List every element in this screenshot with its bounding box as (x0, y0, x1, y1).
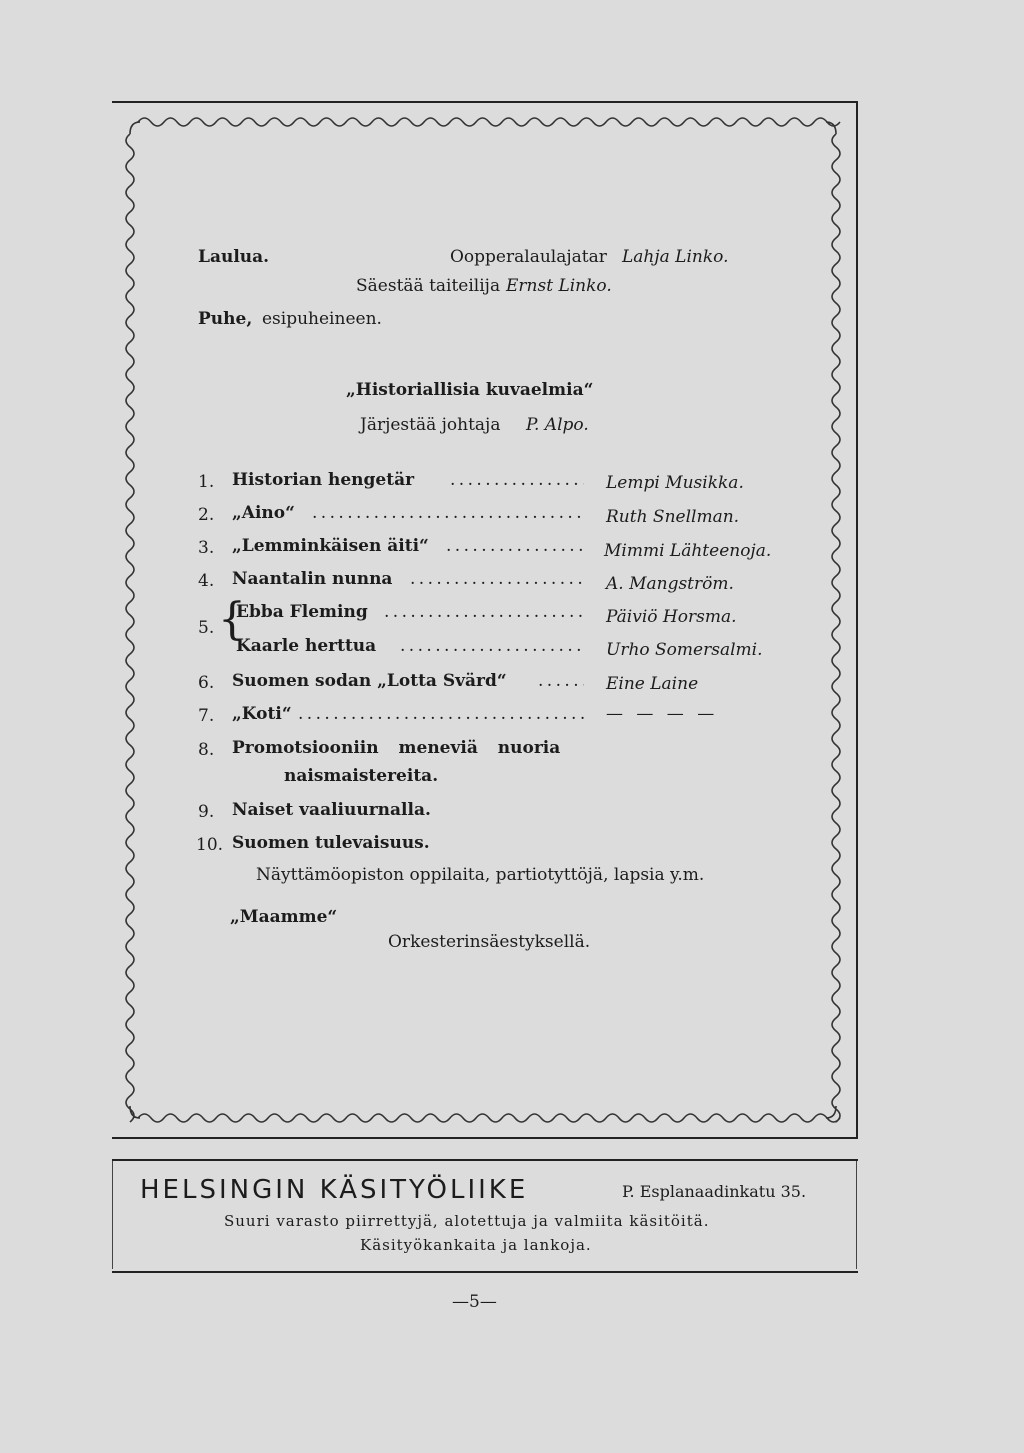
list-item-number: 10. (196, 835, 224, 855)
accompaniment-prefix: Säestää taiteilija (356, 276, 501, 296)
list-item-performer: Urho Somersalmi. (606, 640, 763, 660)
advert-left-line (112, 1161, 113, 1269)
list-item-number: 7. (198, 706, 215, 726)
grouping-brace: { (218, 594, 246, 645)
list-item-number: 2. (198, 505, 215, 525)
list-item-number: 9. (198, 802, 215, 822)
list-item-title: „Aino“ (232, 503, 295, 523)
list-item-number: 5. (198, 618, 215, 638)
list-item-title: „Lemminkäisen äiti“ (232, 536, 429, 556)
accompaniment-name: Ernst Linko. (506, 276, 612, 296)
tableaux-title: „Historiallisia kuvaelmia“ (346, 380, 594, 400)
finale-title: „Maamme“ (230, 907, 338, 927)
dot-leader (410, 569, 584, 589)
puhe-text: esipuheineen. (262, 309, 382, 329)
laulua-performer-name: Lahja Linko. (622, 247, 729, 267)
list-item-title: Promotsiooniin meneviä nuoria (232, 738, 561, 758)
list-item-number: 6. (198, 673, 215, 693)
advert-line-1: Suuri varasto piirrettyjä, alotettuja ja valmiita käsitöitä. (224, 1212, 710, 1230)
list-item-title: Naiset vaaliuurnalla. (232, 800, 431, 820)
advert-line-2: Käsityökankaita ja lankoja. (360, 1236, 592, 1254)
list-item-performer: A. Mangström. (606, 574, 734, 594)
list-item-title: Historian hengetär (232, 470, 415, 490)
finale-note: Orkesterinsäestyksellä. (388, 932, 591, 952)
tableaux-director-name: P. Alpo. (526, 415, 589, 435)
list-item-title: „Koti“ (232, 704, 292, 724)
list-item-title: Suomen tulevaisuus. (232, 833, 430, 853)
list-item-title: Suomen sodan „Lotta Svärd“ (232, 671, 507, 691)
dot-leader (446, 536, 584, 556)
dot-leader (298, 704, 584, 724)
list-item-performer: Eine Laine (606, 674, 699, 694)
list-item-title: Naantalin nunna (232, 569, 393, 589)
dot-leader (400, 636, 584, 656)
list-item-number: 3. (198, 538, 215, 558)
dot-leader (312, 503, 584, 523)
laulua-label: Laulua. (198, 247, 270, 267)
frame-bottom-line (112, 1137, 858, 1139)
list-item-performer: Ruth Snellman. (606, 507, 740, 527)
list-item-performer: — — — — (606, 704, 719, 724)
advert-right-line (856, 1161, 857, 1269)
list-item-title: Ebba Fleming (236, 602, 368, 622)
advert-address: P. Esplanaadinkatu 35. (622, 1182, 807, 1201)
list-item-number: 1. (198, 472, 215, 492)
dot-leader (538, 671, 584, 691)
list-item-number: 8. (198, 740, 215, 760)
advert-title: HELSINGIN KÄSITYÖLIIKE (140, 1175, 529, 1205)
list-item-performer: Mimmi Lähteenoja. (604, 541, 772, 561)
puhe-label: Puhe, (198, 309, 253, 329)
laulua-performer-role: Oopperalaulajatar (450, 247, 607, 267)
list-item-performer: Lempi Musikka. (606, 473, 744, 493)
list-item-title: Kaarle herttua (236, 636, 377, 656)
list-item-number: 4. (198, 571, 215, 591)
tableaux-director-prefix: Järjestää johtaja (360, 415, 501, 435)
page-number: —5— (452, 1292, 497, 1312)
dot-leader (384, 602, 584, 622)
dot-leader (450, 470, 584, 490)
list-item-performer: Päiviö Horsma. (606, 607, 737, 627)
list-item-title: naismaistereita. (284, 766, 439, 786)
tableaux-note: Näyttämöopiston oppilaita, partiotyttöjä, lapsia y.m. (256, 865, 705, 885)
